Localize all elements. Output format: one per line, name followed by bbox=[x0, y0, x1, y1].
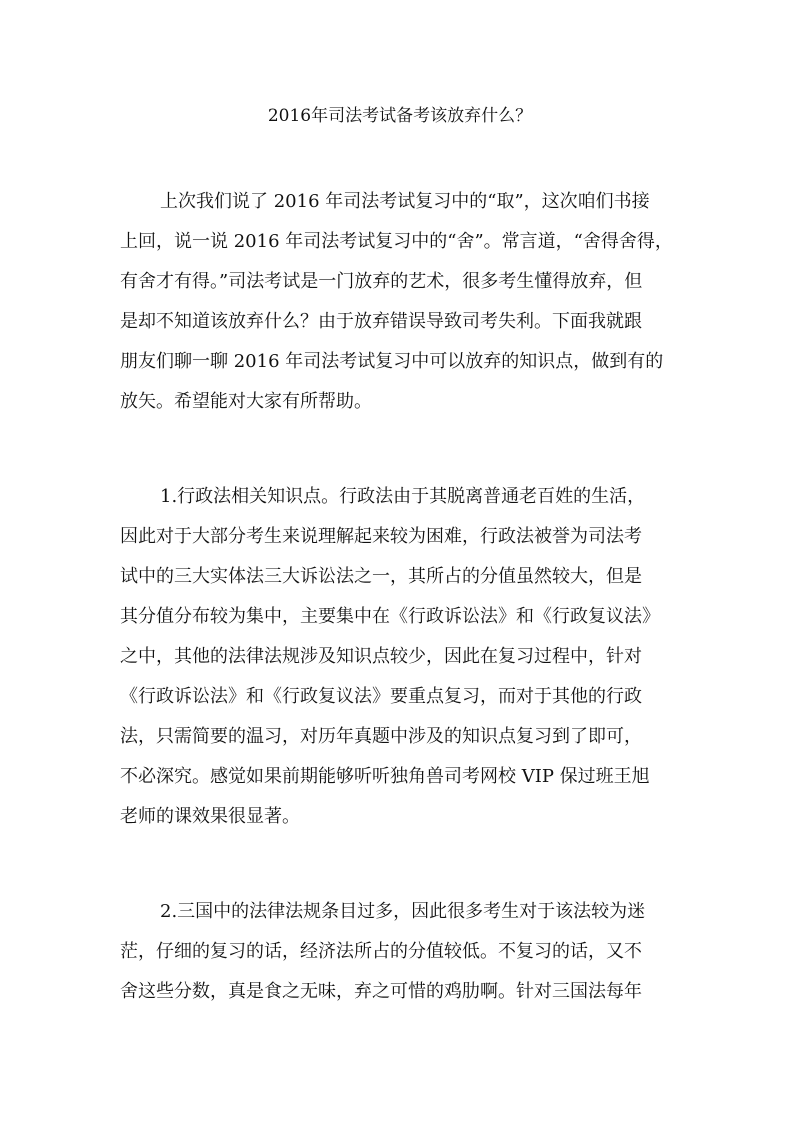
paragraph-3-line-2: 茫，仔细的复习的话，经济法所占的分值较低。不复习的话，又不 bbox=[120, 941, 642, 962]
paragraph-3-line-3: 舍这些分数，真是食之无味，弃之可惜的鸡肋啊。针对三国法每年 bbox=[120, 981, 642, 1002]
document-title: 2016年司法考试备考该放弃什么？ bbox=[267, 106, 533, 126]
paragraph-2-line-5: 之中，其他的法律法规涉及知识点较少，因此在复习过程中，针对 bbox=[120, 646, 642, 667]
paragraph-3-line-1: 2.三国中的法律法规条目过多，因此很多考生对于该法较为迷 bbox=[160, 901, 646, 922]
paragraph-1-line-6: 放矢。希望能对大家有所帮助。 bbox=[120, 391, 372, 412]
paragraph-2-line-4: 其分值分布较为集中，主要集中在《行政诉讼法》和《行政复议法》 bbox=[120, 606, 660, 627]
paragraph-1-line-1: 上次我们说了 2016 年司法考试复习中的“取”，这次咱们书接 bbox=[160, 191, 650, 212]
paragraph-2-line-7: 法，只需简要的温习，对历年真题中涉及的知识点复习到了即可， bbox=[120, 726, 642, 747]
paragraph-2-line-2: 因此对于大部分考生来说理解起来较为困难，行政法被誉为司法考 bbox=[120, 526, 642, 547]
paragraph-2-line-9: 老师的课效果很显著。 bbox=[120, 806, 300, 827]
paragraph-1-line-2: 上回，说一说 2016 年司法考试复习中的“舍”。常言道，“舍得舍得， bbox=[120, 231, 673, 252]
paragraph-2-line-3: 试中的三大实体法三大诉讼法之一，其所占的分值虽然较大，但是 bbox=[120, 566, 642, 587]
paragraph-1-line-3: 有舍才有得。”司法考试是一门放弃的艺术，很多考生懂得放弃，但 bbox=[120, 271, 643, 292]
paragraph-2-line-6: 《行政诉讼法》和《行政复议法》要重点复习，而对于其他的行政 bbox=[120, 686, 642, 707]
paragraph-1-line-4: 是却不知道该放弃什么？由于放弃错误导致司考失利。下面我就跟 bbox=[120, 311, 642, 332]
paragraph-2-line-1: 1.行政法相关知识点。行政法由于其脱离普通老百姓的生活， bbox=[160, 486, 646, 507]
paragraph-2-line-8: 不必深究。感觉如果前期能够听听独角兽司考网校 VIP 保过班王旭 bbox=[120, 766, 650, 787]
paragraph-1-line-5: 朋友们聊一聊 2016 年司法考试复习中可以放弃的知识点，做到有的 bbox=[120, 351, 664, 372]
